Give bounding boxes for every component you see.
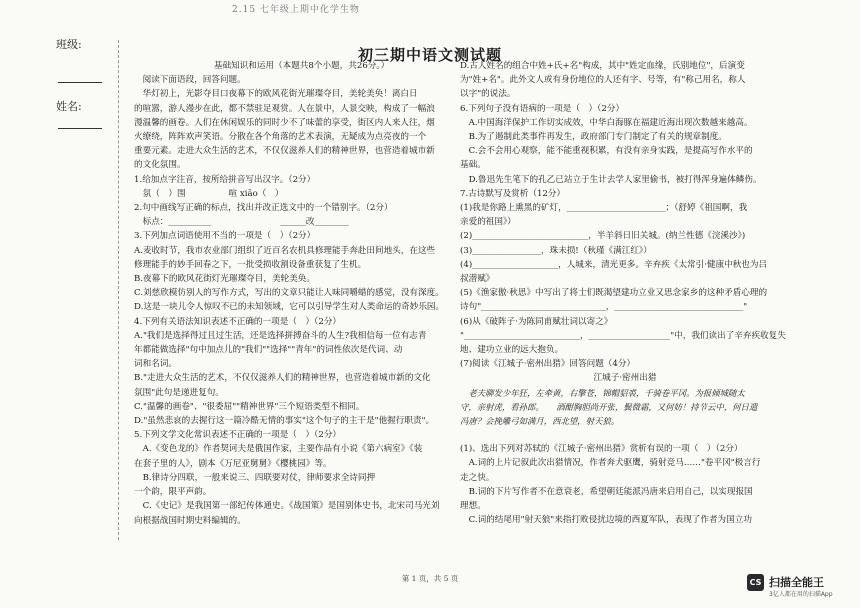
text-line: (1)我是你路上熏黑的矿灯，_______________________；（舒婷《祖国啊，我	[460, 203, 748, 214]
text-line: B.夜幕下的欧风花街灯光璀璨夺目，美轮美奂。	[134, 274, 315, 285]
text-line: C.词的结尾用"射天狼"来指打败侵扰边境的西夏军队，表现了作者为国立功	[460, 515, 752, 526]
text-line: C."温馨的画卷"、"很委屈""精神世界"三个短语类型不相同。	[134, 401, 365, 412]
text-line: (3)________________，珠未损!（秋瑾《满江红》）	[460, 245, 652, 256]
text-line: 重要元素。走进大众生活的艺术，不仅仅滋养人们的精神世界，也营造着城市新	[134, 146, 435, 157]
text-line: 守，亲射虎，看孙郎。 酒酣胸胆尚开张，鬓微霜，又何妨！持节云中，何日遣	[460, 401, 758, 412]
binding-line	[118, 40, 119, 540]
page-number: 第 1 页，共 5 页	[401, 574, 459, 583]
text-line: 理想。	[460, 501, 486, 512]
text-line: D.古人姓名的组合中姓+氏+名"构成，其中"姓定血缘，氏别地位"，后演变	[460, 61, 745, 71]
text-line: 亲爱的祖国》）	[460, 217, 516, 228]
text-line: 一个韵，限平声韵。	[134, 487, 212, 498]
text-line: 年都能做选择"句中加点儿的"我们""选择""青年"的词性依次是代词、动	[134, 345, 403, 356]
text-line: B.律诗分四联，一般来说三、四联要对仗，律师要求全诗同押	[134, 472, 376, 483]
text-line: A.麦收时节，我市农业部门组织了近百名农机具修理能手奔赴田间地头，在这些	[134, 245, 436, 256]
class-label: 班级:	[56, 38, 82, 51]
text-line: C.会不会用心观察，能不能重视积累，有没有亲身实践，是提高写作水平的	[460, 146, 753, 157]
text-line: B.为了遏制此类事件再发生，政府部门专门制定了有关的规章制度。	[460, 132, 727, 143]
text-line: 3.下列加点词语使用不当的一项是（ ）（2分）	[134, 231, 316, 242]
text-line: "___________________________，___________________"中，我们读出了辛弃疾收复失	[460, 330, 786, 341]
text-line: 4.下列有关语法知识表述不正确的一项是（ ）（2分）	[134, 316, 342, 327]
text-line: 氛围"此句是递进复句。	[134, 387, 224, 398]
text-line: 5.下列文学文化常识表述不正确的一项是（ ）（2分）	[134, 430, 342, 441]
text-line: 老夫聊发少年狂，左牵黄，右擎苍，锦帽貂裘，千骑卷平冈。为报倾城随太	[460, 387, 745, 398]
text-line: B.词的下片写作者不在意衰老，希望朝廷能派冯唐来启用自己，以实现报国	[460, 486, 753, 497]
top-scribble-text: 2.15 七年级上期中化学生物	[232, 5, 360, 15]
text-line: A.词的上片记叙此次出猎情况，作者奔犬驱鹰，骑射竞马……"卷平冈"极言行	[460, 458, 761, 469]
text-line: 基础。	[460, 160, 486, 171]
page-title: 初三期中语文测试题	[357, 46, 502, 64]
text-line: 诗句"_____________________________，______________________________"	[460, 302, 748, 313]
text-line: 江城子·密州出猎	[593, 373, 657, 384]
text-line: 修理能手的妙手回春之下，一批受损收割设备重获复了生机。	[134, 259, 367, 270]
name-line	[58, 128, 102, 129]
text-line: 在套子里的人》，剧本《万尼亚舅舅》《樱桃园》等。	[134, 458, 332, 469]
text-line: 以字"的说法。	[460, 89, 516, 100]
scanner-brand: 扫描全能王	[769, 576, 824, 589]
text-line: A."我们是选择得过且过生活，还是选择拼搏奋斗的人生?我相信每一位有志青	[134, 330, 427, 341]
text-line: 6.下列句子没有语病的一项是（ ）（2分）	[460, 103, 625, 114]
text-line: B."走进大众生活的艺术，不仅仅滋养人们的精神世界，也营造着城市新的文化	[134, 373, 431, 384]
left-column	[134, 59, 452, 528]
text-line: 7.古诗默写及赏析（12分）	[460, 188, 566, 199]
text-line	[460, 428, 790, 442]
text-line: 漫温馨的画卷。人们在休闲娱乐的同时少不了味蕾的享受，街区内人来人往，烟	[134, 117, 435, 128]
text-line: C.刘慈欣模仿别人的写作方式，写出的文章只能让人味同嚼蜡的感觉，没有深度。	[134, 288, 444, 299]
text-line: 词和名词。	[134, 359, 177, 370]
text-line: A.中国海洋保护工作切实成效，中华白海豚在福建近海出现次数越来越高。	[460, 117, 753, 128]
text-line: (1)、选出下列对苏轼的《江城子·密州出猎》赏析有误的一项（ ）（2分）	[460, 444, 743, 455]
text-line: 冯唐？会挽雕弓如满月，西北望，射天狼。	[460, 416, 620, 427]
text-line: 火缭绕，阵阵欢声笑语。分散在各个角落的艺术表演，无疑成为点亮夜的一个	[134, 132, 427, 143]
text-line: 的文化氛围。	[134, 160, 186, 171]
text-line: (4)____________________，人城来，清光更多。辛弃疾《太常引·健康中秋也为吕	[460, 259, 768, 270]
text-line: 走之快。	[460, 472, 495, 483]
text-line: 2.句中画线写正确的标点，找出并改正选文中的一个错别字。（2分）	[134, 203, 393, 214]
text-line: D."虽然悲哀的去握行这一篇冷酷无情的事实"这个句子的主干是"他握行职责"。	[134, 416, 435, 427]
text-line: D.这是一块儿令人惊叹不已的未知领域，它可以引导学生对人类命运的奇妙乐园。	[134, 302, 445, 313]
name-label: 姓名:	[56, 100, 82, 113]
text-line: 基础知识和运用（本题共8个小题，共26分。）	[196, 61, 390, 71]
text-line: 华灯初上，光影夺目口夜幕下的欧风花街光璀璨夺目，美轮美奂！离白日	[134, 89, 418, 100]
text-line: 的喧嚣，游人漫步在此，都不禁驻足观赏。人在景中，人景交映，构成了一幅浪	[134, 103, 435, 114]
text-line: 阅读下面语段，回答问题。	[134, 75, 246, 86]
text-line: 氛（ ）围 喧 xiāo（ ）	[134, 188, 284, 199]
right-column	[460, 59, 790, 528]
text-line: C.《史记》是我国第一部纪传体通史。《战国策》是国别体史书，北宋司马光刘	[134, 501, 440, 512]
text-line: 向根据战国时期史料编辑的。	[134, 515, 246, 526]
text-line: 标点：__________ ______改________	[134, 217, 349, 228]
text-line: (5)《渔家傲·秋思》中写出了将士们既渴望建功立业又思念家乡的这种矛盾心理的	[460, 288, 768, 299]
text-line: 叔潜赋》	[460, 274, 495, 285]
text-line: (2)___________________________，半羊斜日旧关城。(纳兰性德《浣溪沙》)	[460, 231, 746, 242]
scanner-tagline: 3亿人都在用的扫描App	[769, 591, 833, 598]
scanner-watermark	[747, 572, 857, 602]
text-line: (7)阅读《江城子·密州出猎》回答问题（4分）	[460, 359, 636, 370]
text-line: A.《变色龙的》作者契诃夫是俄国作家，主要作品有小说《第六病室》《装	[134, 444, 423, 455]
text-line: 地、建功立业的远大抱负。	[460, 345, 564, 356]
text-line: 为"姓+名"。此外文人或有身份地位的人还有字、号等，有"称己用名，称人	[460, 75, 746, 86]
text-line: D.鲁迅先生笔下的孔乙已站立于生计去学人家里偷书，被打得浑身遍体鳞伤。	[460, 174, 762, 185]
class-line	[58, 82, 102, 83]
text-line: (6)从《破阵子·为陈同甫赋壮词以寄之》	[460, 316, 613, 327]
text-line: 1.给加点字注音，按所给拼音写出汉字。（2分）	[134, 174, 316, 185]
camscanner-logo-icon: CS	[747, 574, 764, 591]
